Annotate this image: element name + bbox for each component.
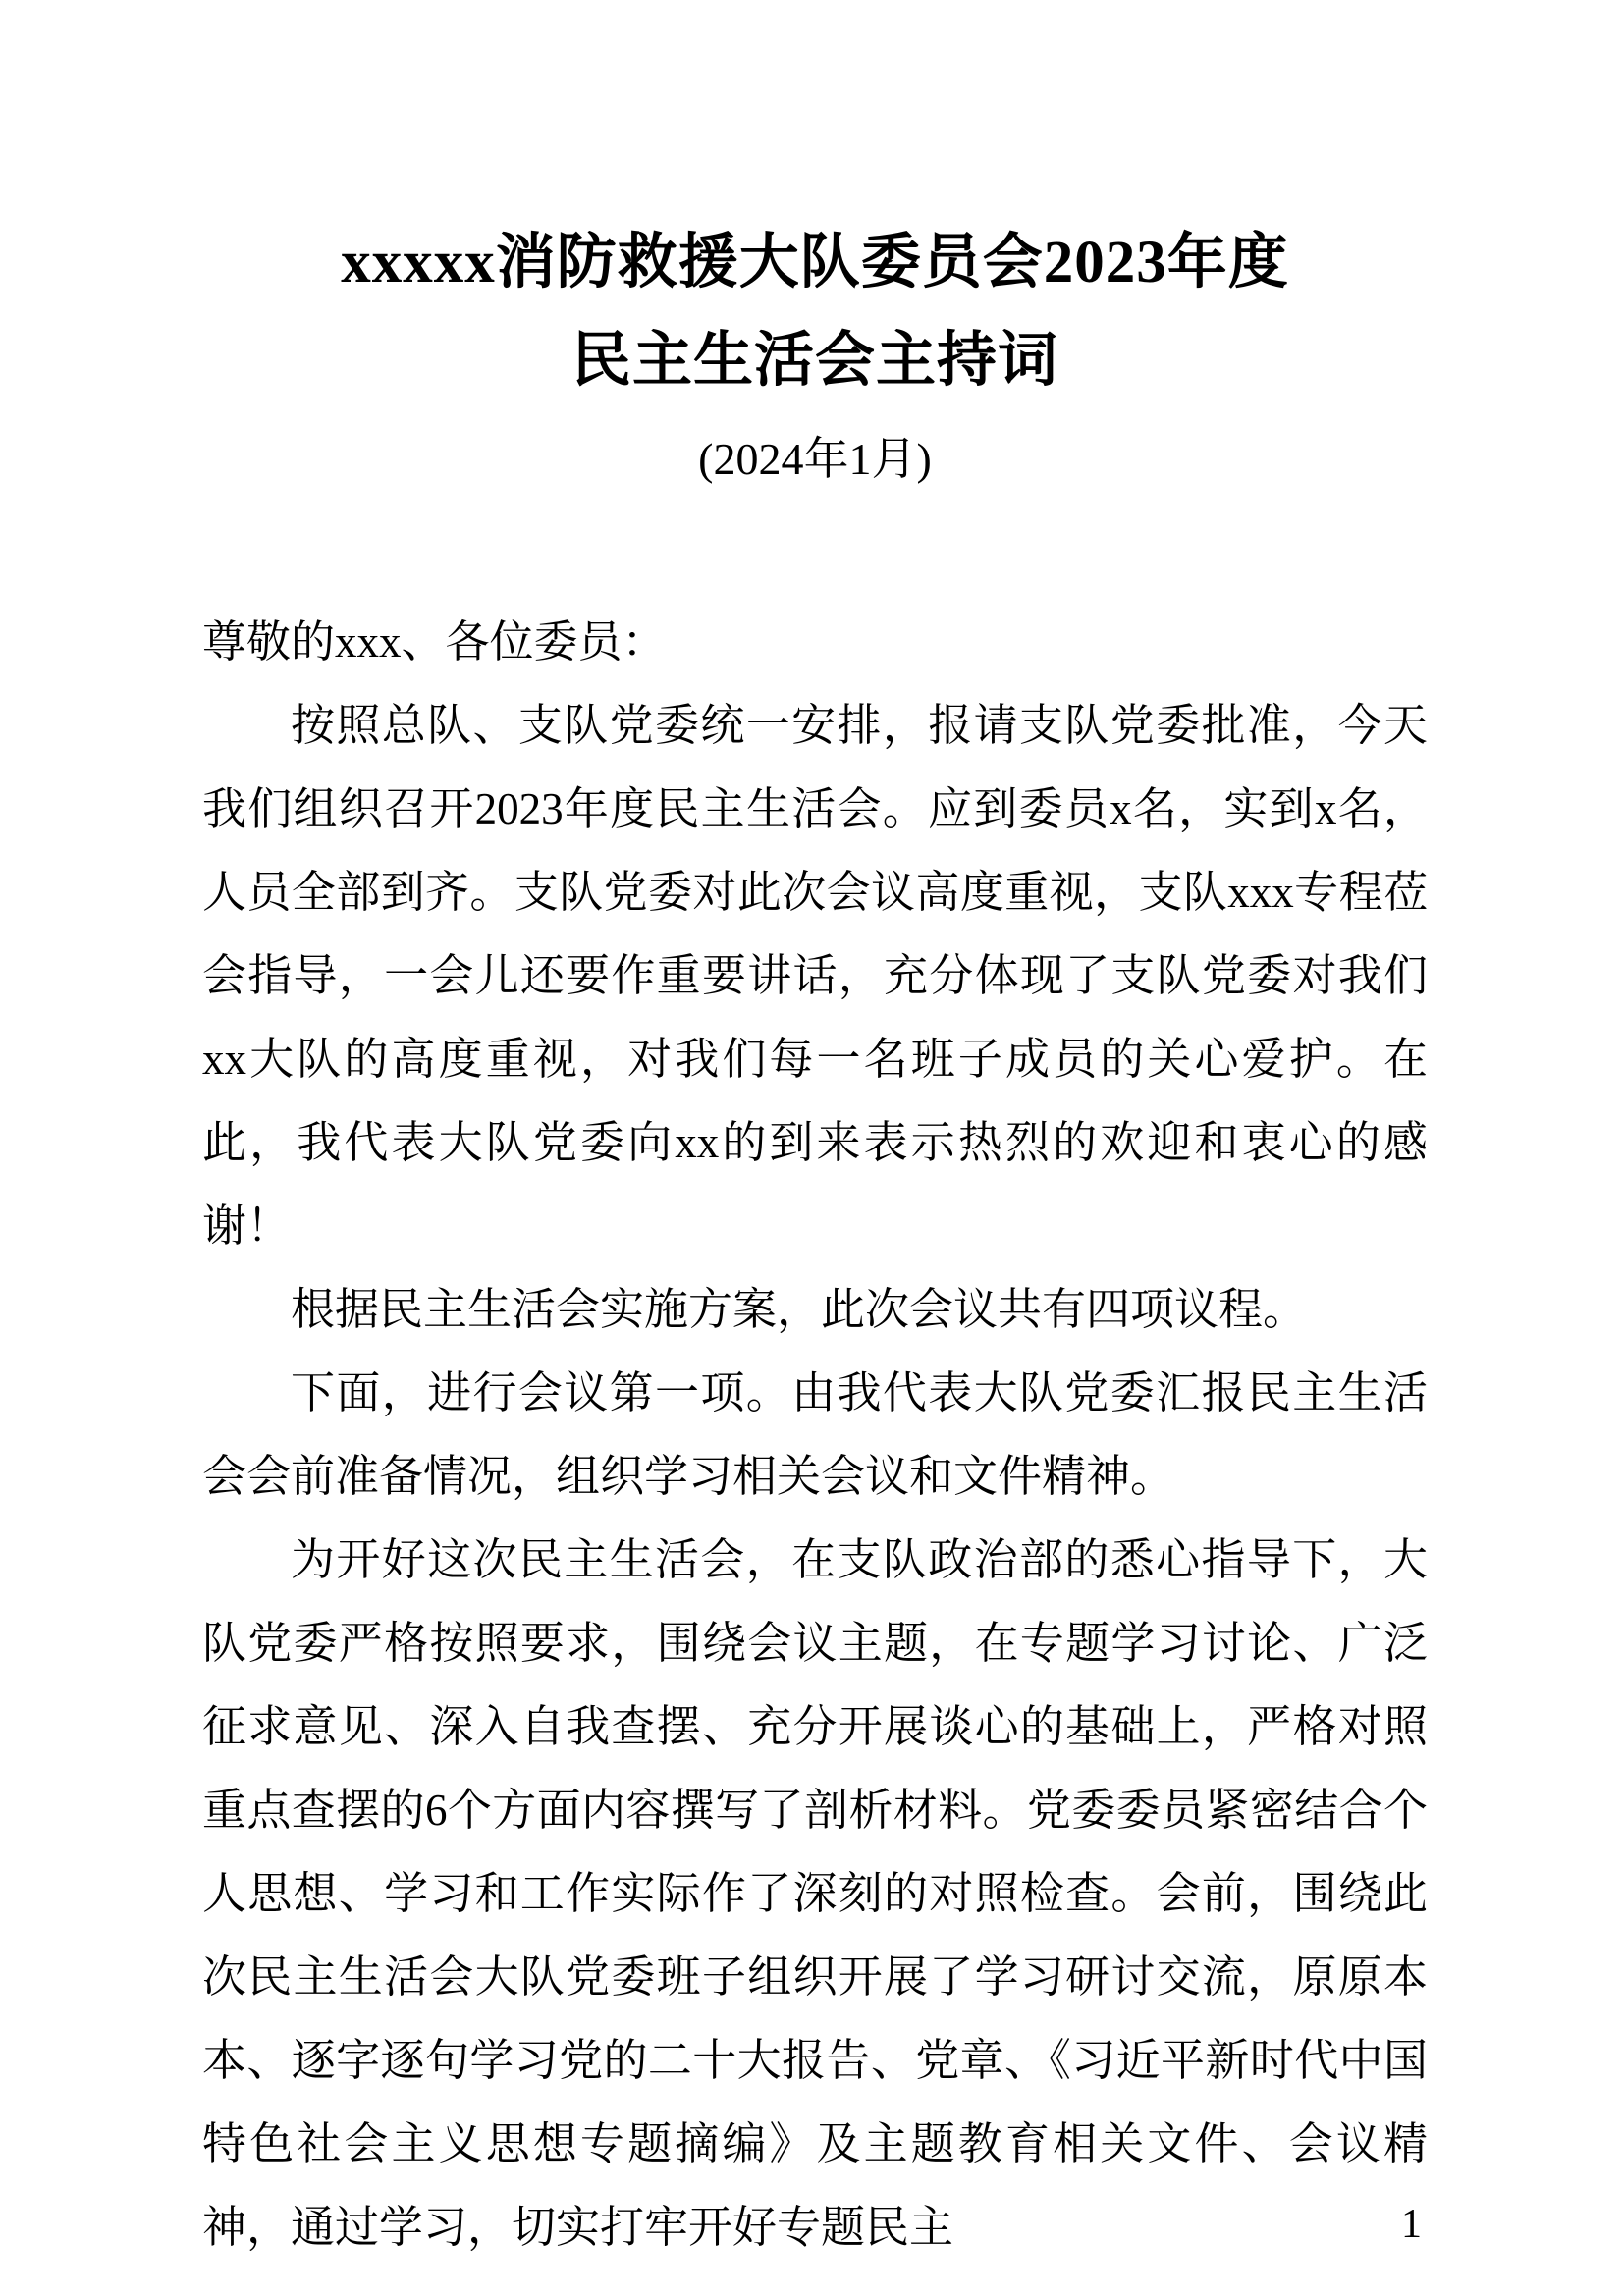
- paragraph-3: 下面，进行会议第一项。由我代表大队党委汇报民主生活会会前准备情况，组织学习相关会议和文件精神。: [202, 1368, 1428, 1501]
- paragraph-1: 按照总队、支队党委统一安排，报请支队党委批准，今天我们组织召开2023年度民主生活会。应到委员x名，实到x名，人员全部到齐。支队党委对此次会议高度重视，支队xxx专程莅会指导，一会儿还要作重要讲话，充分体现了支队党委对我们xx大队的高度重视，对我们每一名班子成员的关心爱护。在此，我代表大队党委向xx的到来表示热烈的欢迎和衷心的感谢！: [202, 701, 1428, 1251]
- paragraph-4: 为开好这次民主生活会，在支队政治部的悉心指导下，大队党委严格按照要求，围绕会议主题，在专题学习讨论、广泛征求意见、深入自我查摆、充分开展谈心的基础上，严格对照重点查摆的6个方面内容撰写了剖析材料。党委委员紧密结合个人思想、学习和工作实际作了深刻的对照检查。会前，围绕此次民主生活会大队党委班子组织开展了学习研讨交流，原原本本、逐字逐句学习党的二十大报告、党章、《习近平新时代中国特色社会主义思想专题摘编》及主题教育相关文件、会议精神，通过学习，切实打牢开好专题民主: [202, 1535, 1428, 2252]
- document-title: [202, 214, 1428, 410]
- salutation: 尊敬的xxx、各位委员：: [202, 617, 667, 667]
- page-number: 1: [1401, 2202, 1422, 2247]
- title-line-1: xxxxx消防救援大队委员会2023年度: [341, 230, 1289, 295]
- paragraph-2: 根据民主生活会实施方案，此次会议共有四项议程。: [291, 1285, 1308, 1334]
- document-body: [202, 601, 1428, 2269]
- title-line-2: 民主生活会主持词: [570, 328, 1058, 394]
- document-date: (2024年1月): [698, 434, 932, 484]
